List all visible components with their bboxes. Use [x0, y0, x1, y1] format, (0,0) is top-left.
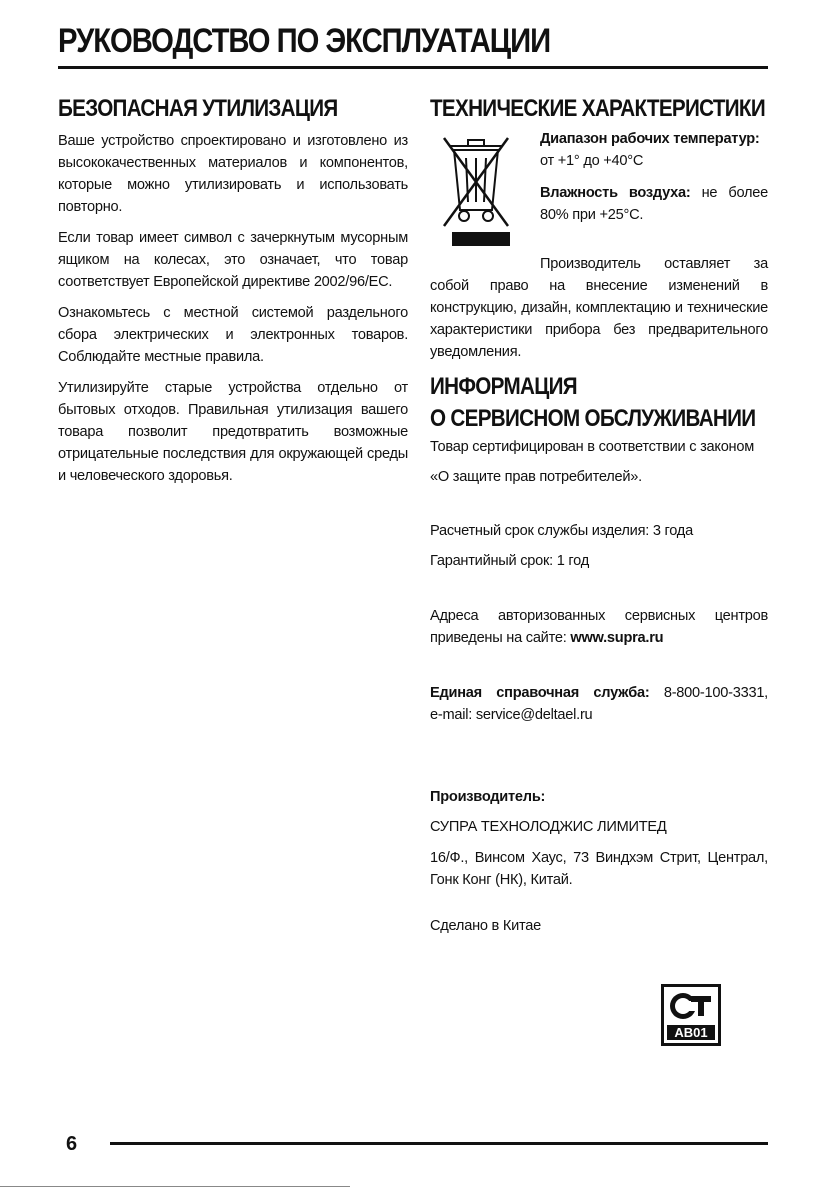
manufacturer-note: [430, 253, 768, 372]
specs-block: [540, 128, 768, 226]
producer-info: [430, 786, 768, 900]
page-number: 6: [66, 1133, 78, 1155]
service-heading-line-2: О СЕРВИСНОМ ОБСЛУЖИВАНИИ: [430, 405, 756, 432]
producer-name: СУПРА ТЕХНОЛОДЖИС ЛИМИТЕД: [430, 819, 667, 835]
service-centers: [430, 605, 768, 649]
disposal-paragraph-4: Утилизируйте старые устройства отдельно от бытовых отходов. Правильная утилизация вашего товара позволит предотвратить возможные отрицательные последствия для окружающей среды и человеческого здоровья.: [58, 380, 408, 484]
service-heading-line-1: ИНФОРМАЦИЯ: [430, 373, 577, 400]
cert-line-1: Товар сертифицирован в соответствии с законом: [430, 439, 755, 455]
helpline: [430, 682, 768, 726]
cert-line-2: «О защите прав потребителей».: [430, 469, 642, 485]
disposal-paragraph-3: Ознакомьтесь с местной системой раздельного сбора электрических и электронных товаров. Соблюдайте местные правила.: [58, 305, 408, 365]
made-in: [430, 915, 541, 937]
producer-label: Производитель:: [430, 789, 546, 805]
temp-label: Диапазон рабочих температур:: [540, 131, 760, 147]
crop-line: [0, 1186, 350, 1187]
specs-heading: ТЕХНИЧЕСКИЕ ХАРАКТЕРИСТИКИ: [430, 95, 765, 122]
humidity-label: Влажность воздуха:: [540, 185, 691, 201]
helpline-number: 8-800-100-3331,: [663, 685, 768, 701]
page-title: РУКОВОДСТВО ПО ЭКСПЛУАТАЦИИ: [58, 22, 551, 60]
certification-text: [430, 436, 768, 488]
disposal-paragraph-1: Ваше устройство спроектировано и изготовлено из высококачественных материалов и компонентов, которые можно утилизировать и использовать повторно.: [58, 133, 408, 215]
made-in-text: Сделано в Китае: [430, 918, 542, 934]
service-life: Расчетный срок службы изделия: 3 года: [430, 523, 693, 539]
footer-divider: [110, 1142, 768, 1145]
gost-pct-mark-icon: [661, 984, 721, 1046]
lifetime-info: [430, 520, 768, 572]
service-centers-text: Адреса авторизованных сервисных центров приведены на сайте:: [430, 608, 768, 646]
title-divider: [58, 66, 768, 69]
weee-bar: [452, 232, 510, 246]
gost-code: AB01: [674, 1025, 708, 1040]
disposal-paragraph-2: Если товар имеет символ с зачеркнутым мусорным ящиком на колесах, это означает, что товар соответствует Европейской директиве 2002/96/EC.: [58, 230, 408, 290]
warranty-period: Гарантийный срок: 1 год: [430, 553, 589, 569]
disposal-section: [58, 92, 408, 496]
producer-address: 16/Ф., Винсом Хаус, 73 Виндхэм Стрит, Централ, Гонк Конг (НК), Китай.: [430, 850, 768, 888]
humidity-value: не более 80% при +25°С.: [540, 185, 768, 223]
support-email[interactable]: e-mail: service@deltael.ru: [430, 707, 593, 723]
disposal-heading: БЕЗОПАСНАЯ УТИЛИЗАЦИЯ: [58, 95, 338, 122]
humidity-line: [540, 182, 768, 226]
temp-value: от +1° до +40°С: [540, 153, 644, 169]
helpline-label: Единая справочная служба:: [430, 685, 650, 701]
manufacturer-note-text: Производитель оставляет за собой право на внесение изменений в конструкцию, дизайн, комплектацию и технические характеристики прибора без предварительного уведомления.: [430, 256, 768, 360]
website-link[interactable]: www.supra.ru: [570, 630, 664, 646]
crossed-out-wheelie-bin-icon: [430, 132, 522, 248]
